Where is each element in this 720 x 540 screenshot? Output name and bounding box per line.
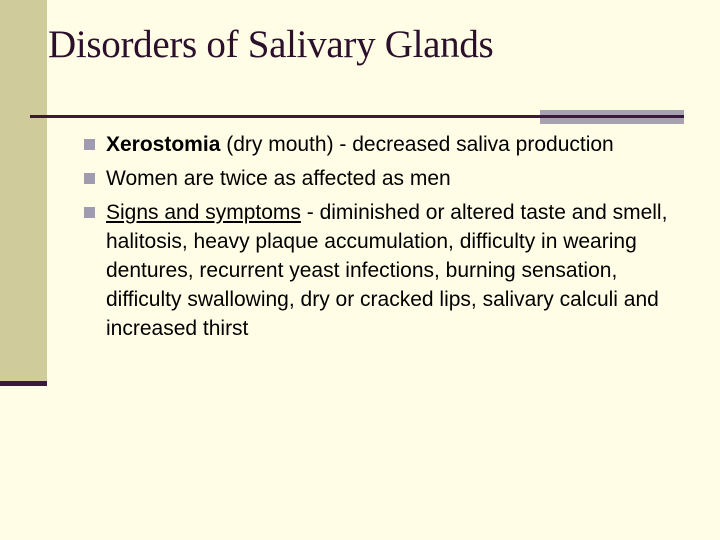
slide-title: Disorders of Salivary Glands xyxy=(48,23,494,66)
bullet-item-signs xyxy=(82,198,692,343)
divider-accent-line xyxy=(540,115,684,118)
square-bullet-icon xyxy=(84,173,95,184)
bullet-term: Signs and symptoms xyxy=(106,201,301,224)
bullet-term: Xerostomia xyxy=(106,133,221,156)
bullet-text: - diminished or altered taste and smell, halitosis, heavy plaque accumulation, difficulty in wearing dentures, recurrent yeast infections, burning sensation, difficulty swallowing, dry or cracked lips, salivary calculi and increased thirst xyxy=(106,201,668,340)
square-bullet-icon xyxy=(84,139,95,150)
left-band-bottom-bar xyxy=(0,381,47,386)
bullet-list xyxy=(82,130,692,348)
bullet-text: (dry mouth) - decreased saliva production xyxy=(220,133,614,156)
bullet-item-women xyxy=(82,164,692,193)
bullet-text: Women are twice as affected as men xyxy=(106,167,451,190)
left-decorative-band xyxy=(0,0,47,385)
bullet-item-xerostomia xyxy=(82,130,692,159)
square-bullet-icon xyxy=(84,207,95,218)
